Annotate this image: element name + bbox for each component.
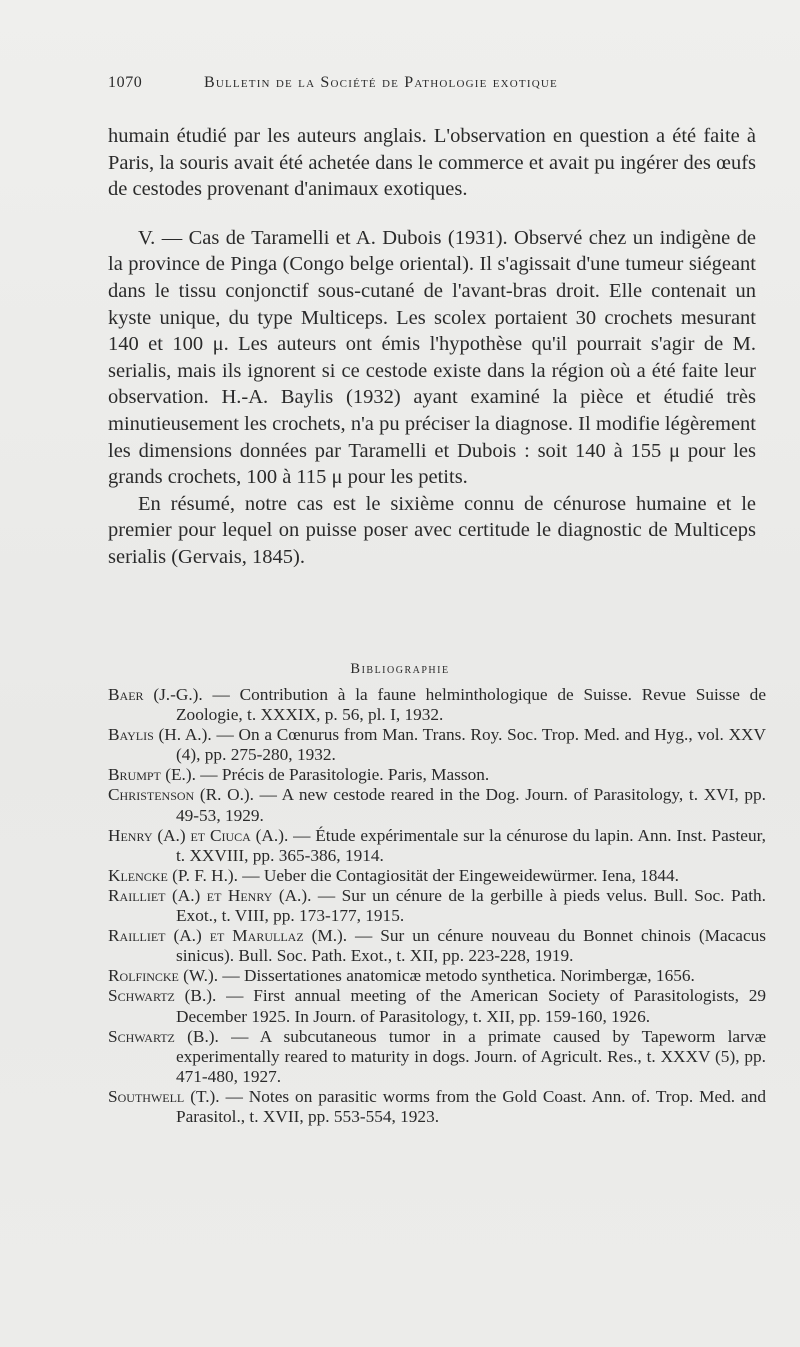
entry-author: Railliet (A.) et Henry (A.). [108, 885, 312, 905]
entry-author: Henry (A.) et Ciuca (A.). [108, 825, 289, 845]
entry-author: Baer (J.-G.). [108, 685, 203, 704]
entry-author: Brumpt (E.). [108, 765, 196, 785]
entry-text: — Sur un cénure nouveau du Bonnet chinois (Macacus sinicus). Bull. Soc. Path. Exot., t. XII, pp. 223-228, 1919. [176, 926, 766, 966]
entry-text: — Notes on parasitic worms from the Gold Coast. Ann. of. Trop. Med. and Parasitol., t. XVII, pp. 553-554, 1923. [176, 1086, 766, 1126]
entry-text: — On a Cœnurus from Man. Trans. Roy. Soc. Trop. Med. and Hyg., vol. XXV (4), pp. 275-280, 1932. [176, 725, 767, 765]
entry-author: Rolfincke (W.). [108, 966, 219, 986]
bibliography-entry [108, 866, 766, 886]
bibliography-entry [108, 785, 766, 825]
journal-title: Bulletin de la Société de Pathologie exotique [204, 74, 558, 91]
bibliography-list [108, 685, 766, 1127]
bibliography-entry [108, 886, 766, 926]
entry-text: — A new cestode reared in the Dog. Journ. of Parasitology, t. XVI, pp. 49-53, 1929. [176, 785, 766, 825]
entry-text: — Sur un cénure de la gerbille à pieds velus. Bull. Soc. Path. Exot., t. VIII, pp. 173-177, 1915. [176, 885, 766, 926]
entry-text: — Étude expérimentale sur la cénurose du lapin. Ann. Inst. Pasteur, t. XXVIII, pp. 365-386, 1914. [176, 825, 766, 865]
entry-author: Southwell (T.). [108, 1086, 220, 1106]
entry-author: Railliet (A.) et Marullaz (M.). [108, 926, 348, 946]
entry-text: — Dissertationes anatomicæ metodo synthetica. Norimbergæ, 1656. [218, 966, 695, 986]
entry-author: Schwartz (B.). [108, 1026, 219, 1046]
paragraph: En résumé, notre cas est le sixième connu de cénurose humaine et le premier pour lequel on puisse poser avec certitude le diagnostic de Multiceps serialis (Gervais, 1845). [108, 492, 756, 568]
entry-text: — Ueber die Contagiosität der Eingeweidewürmer. Iena, 1844. [237, 865, 679, 885]
paragraph: humain étudié par les auteurs anglais. L'observation en question a été faite à Paris, la souris avait été achetée dans le commerce et avait pu ingérer des œufs de cestodes provenant d'animaux exotiques. [108, 125, 756, 201]
entry-text: — Précis de Parasitologie. Paris, Masson. [195, 765, 490, 785]
entry-author: Baylis (H. A.). [108, 725, 212, 745]
bibliography-entry [108, 1087, 766, 1127]
bibliography-heading: Bibliographie [350, 661, 450, 677]
entry-author: Schwartz (B.). [108, 986, 217, 1006]
entry-text: — First annual meeting of the American Society of Parasitologists, 29 December 1925. In Journ. of Parasitology, t. XII, pp. 159-160, 1926. [176, 986, 766, 1026]
entry-author: Christenson (R. O.). [108, 785, 254, 805]
entry-text: — Contribution à la faune helminthologique de Suisse. Revue Suisse de Zoologie, t. XXXIX, p. 56, pl. I, 1932. [176, 685, 766, 725]
bibliography-entry [108, 826, 766, 866]
bibliography-entry [108, 926, 766, 966]
bibliography-entry [108, 1027, 766, 1087]
entry-text: — A subcutaneous tumor in a primate caused by Tapeworm larvæ experimentally reared to maturity in dogs. Journ. of Agricult. Res., t. XXXV (5), pp. 471-480, 1927. [176, 1026, 766, 1086]
body-text [108, 123, 756, 571]
bibliography-entry [108, 765, 766, 785]
running-header [108, 74, 698, 92]
paragraph: V. — Cas de Taramelli et A. Dubois (1931). Observé chez un indigène de la province de Pinga (Congo belge oriental). Il s'agissait d'une tumeur siégeant dans le tissu conjonctif sous-cutané de l'avant-bras droit. Elle contenait un kyste unique, du type Multiceps. Les scolex portaient 30 crochets mesurant 140 et 100 μ. Les auteurs ont émis l'hypothèse qu'il pourrait s'agir de M. serialis, mais ils ignorent si ce cestode existe dans la région où a été faite leur observation. H.-A. Baylis (1932) ayant examiné la pièce et étudié très minutieusement les crochets, n'a pu préciser la diagnose. Il modifie légèrement les dimensions données par Taramelli et Dubois : soit 140 à 155 μ pour les grands crochets, 100 à 115 μ pour les petits. [108, 226, 756, 489]
bibliography-entry [108, 725, 766, 765]
bibliography-entry [108, 685, 766, 725]
bibliography-entry [108, 966, 766, 986]
entry-author: Klencke (P. F. H.). [108, 865, 238, 885]
page-number: 1070 [108, 74, 143, 91]
bibliography-entry [108, 986, 766, 1026]
